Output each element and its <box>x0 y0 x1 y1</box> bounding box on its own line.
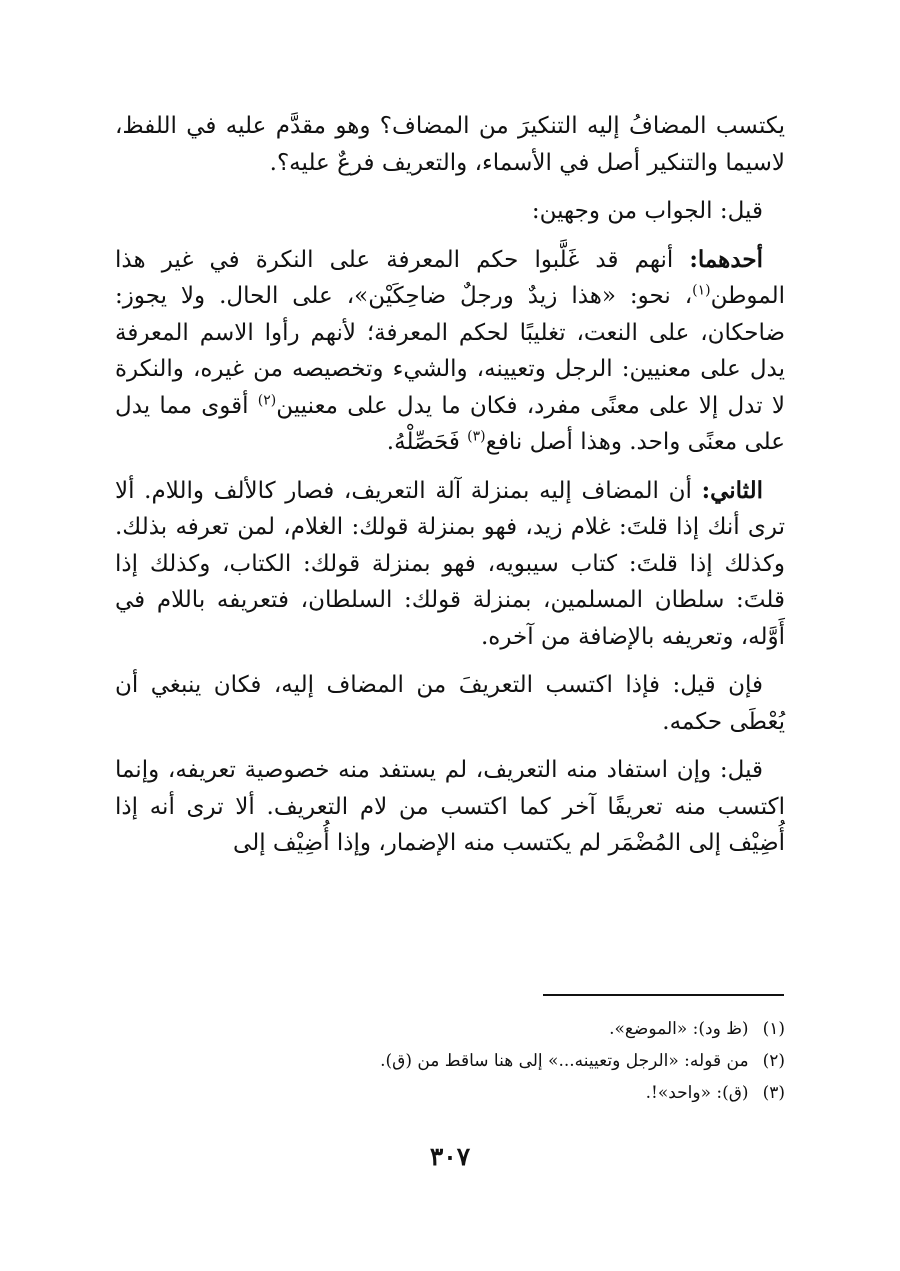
footnotes <box>115 1013 785 1109</box>
paragraph-6: قيل: وإن استفاد منه التعريف، لم يستفد منه خصوصية تعريفه، وإنما اكتسب منه تعريفًا آخر كما اكتسب من لام التعريف. ألا ترى أنه إذا أُضِيْف إلى المُضْمَر لم يكتسب منه الإضمار، وإذا أُضِيْف إلى <box>115 757 785 856</box>
paragraph-3-text-b: ، نحو: «هذا زيدٌ ورجلٌ ضاحِكَيْن»، على الحال. ولا يجوز: ضاحكان، على النعت، تغليبًا لحكم المعرفة؛ لأنهم رأوا الاسم المعرفة يدل على معنيين: الرجل وتعيينه، والشيء وتخصيصه من غيره، والنكرة لا تدل إلا على معنًى مفرد، فكان ما يدل على معنيين <box>115 283 785 419</box>
footnote-ref-2[interactable]: (٢) <box>257 391 277 408</box>
footnote-ref-1[interactable]: (١) <box>692 282 711 299</box>
page-body <box>115 108 785 874</box>
paragraph-4-text: أن المضاف إليه بمنزلة آلة التعريف، فصار كالألف واللام. ألا ترى أنك إذا قلتَ: غلام زيد، فهو بمنزلة قولك: الغلام، لمن تعرفه بذلك. وكذلك إذا قلتَ: كتاب سيبويه، فهو بمنزلة قولك: الكتاب، وكذلك إذا قلتَ: سلطان المسلمين، بمنزلة قولك: السلطان، فتعريفه باللام في أَوَّله، وتعريفه بالإضافة من آخره. <box>115 477 785 650</box>
paragraph-1: يكتسب المضافُ إليه التنكيرَ من المضاف؟ وهو مقدَّم عليه في اللفظ، لاسيما والتنكير أصل في الأسماء، والتعريف فرعٌ عليه؟. <box>115 113 785 176</box>
paragraph-4 <box>115 473 785 656</box>
footnote-separator <box>543 994 784 996</box>
footnote-3-text: (ق): «واحد»!. <box>645 1083 749 1103</box>
footnote-2-number: (٢) <box>762 1051 785 1071</box>
footnote-2 <box>115 1045 785 1077</box>
footnote-1 <box>115 1013 785 1045</box>
paragraph-4-lead: الثاني: <box>701 476 763 504</box>
paragraph-3-lead: أحدهما: <box>689 245 763 273</box>
paragraph-2: قيل: الجواب من وجهين: <box>531 198 763 224</box>
footnote-1-number: (١) <box>762 1019 785 1039</box>
footnote-ref-3[interactable]: (٣) <box>467 428 486 445</box>
footnote-3 <box>115 1077 785 1109</box>
paragraph-3-text-d: فَحَصِّلْهُ. <box>386 429 468 455</box>
paragraph-3-text-a: أنهم قد غَلَّبوا حكم المعرفة على النكرة في غير هذا الموطن <box>115 246 785 309</box>
footnote-3-number: (٣) <box>762 1083 785 1103</box>
footnote-2-text: من قوله: «الرجل وتعيينه...» إلى هنا ساقط من (ق). <box>380 1051 749 1071</box>
paragraph-3 <box>115 242 785 461</box>
footnote-1-text: (ظ ود): «الموضع». <box>609 1019 749 1039</box>
paragraph-3-text-c: أقوى مما يدل على معنًى واحد. وهذا أصل نافع <box>115 392 785 455</box>
paragraph-5: فإن قيل: فإذا اكتسب التعريفَ من المضاف إليه، فكان ينبغي أن يُعْطَى حكمه. <box>115 672 785 735</box>
page-number: ٣٠٧ <box>429 1142 471 1171</box>
